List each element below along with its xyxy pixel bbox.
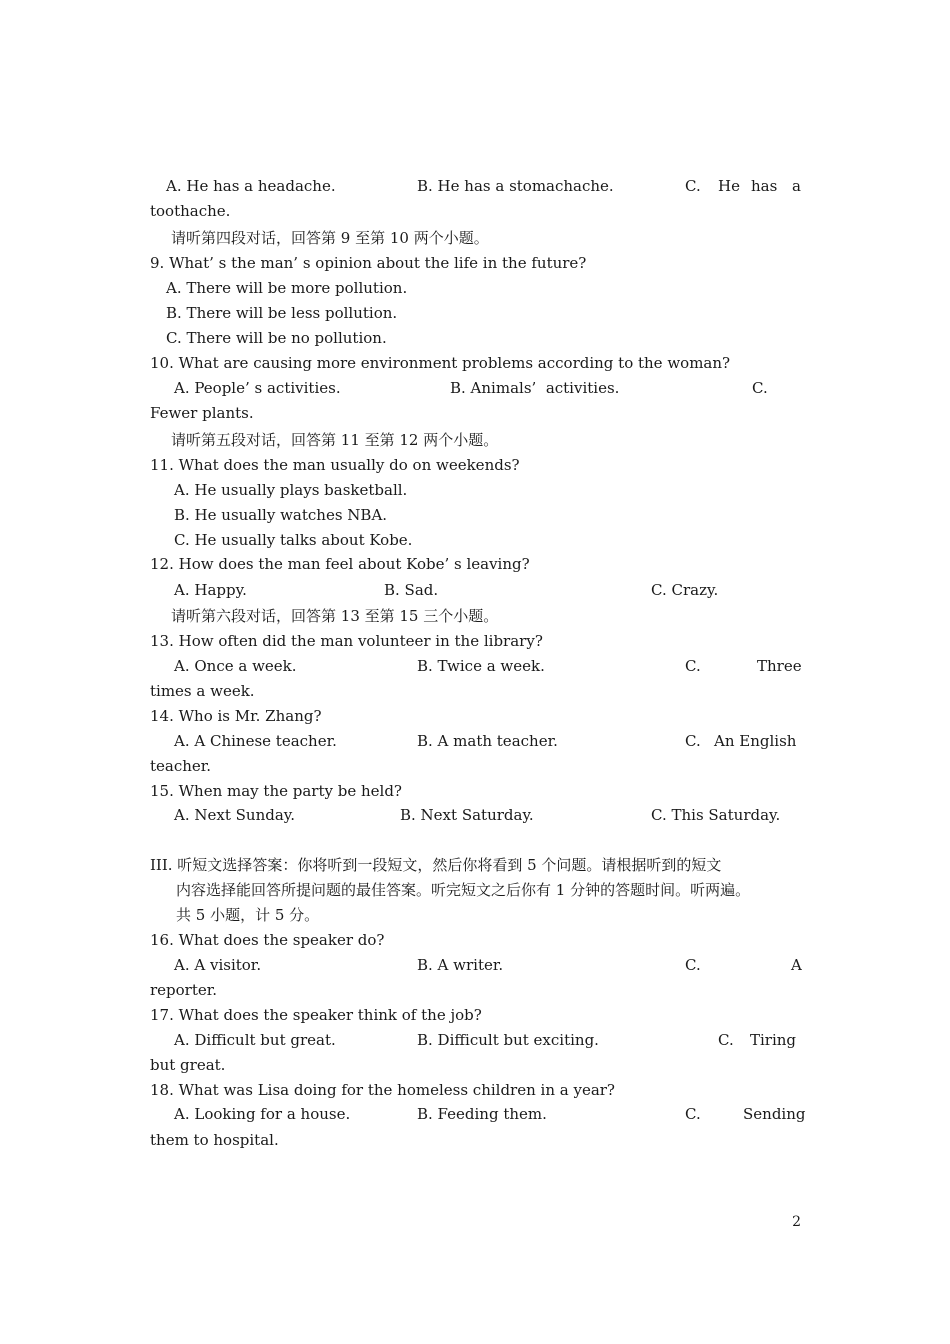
- question-9: 9. What’ s the man’ s opinion about the life in the future?: [150, 254, 587, 272]
- q8-options: [150, 174, 801, 199]
- q18-option-a: A. Looking for a house.: [174, 1105, 351, 1123]
- q17-option-a: A. Difficult but great.: [174, 1031, 336, 1049]
- q13-option-b: B. Twice a week.: [417, 657, 545, 675]
- q15-option-a: A. Next Sunday.: [174, 806, 296, 824]
- q16-option-a: A. A visitor.: [174, 956, 262, 974]
- q8-option-a: A. He has a headache.: [166, 177, 336, 195]
- q15-option-b: B. Next Saturday.: [400, 806, 534, 824]
- question-13: 13. How often did the man volunteer in the library?: [150, 632, 543, 650]
- question-12: 12. How does the man feel about Kobe’ s leaving?: [150, 555, 530, 573]
- q11-option-c: C. He usually talks about Kobe.: [174, 531, 413, 549]
- q9-option-b: B. There will be less pollution.: [166, 304, 398, 322]
- q12-option-a: A. Happy.: [174, 581, 247, 599]
- section-3-heading: III. 听短文选择答案：你将听到一段短文，然后你将看到 5 个问题。请根据听到的短文: [150, 856, 722, 874]
- question-18: 18. What was Lisa doing for the homeless children in a year?: [150, 1081, 615, 1099]
- page-number: 2: [792, 1214, 801, 1230]
- q13-option-a: A. Once a week.: [174, 657, 297, 675]
- q14-options: [150, 729, 801, 754]
- q14-option-c-continued: teacher.: [150, 757, 212, 775]
- q10-option-c-continued: Fewer plants.: [150, 404, 254, 422]
- q8-option-b: B. He has a stomachache.: [417, 177, 614, 195]
- q9-option-a: A. There will be more pollution.: [166, 279, 408, 297]
- question-11: 11. What does the man usually do on weekends?: [150, 456, 520, 474]
- q16-options: [150, 953, 801, 978]
- q8-option-c-word1: He: [718, 177, 740, 195]
- q17-options: [150, 1028, 801, 1053]
- q12-options: [150, 578, 801, 603]
- q8-option-c-continued: toothache.: [150, 202, 231, 220]
- q16-option-b: B. A writer.: [417, 956, 504, 974]
- q12-option-c: C. Crazy.: [651, 581, 719, 599]
- q18-option-c-word: Sending: [743, 1105, 806, 1123]
- q15-options: [150, 803, 801, 828]
- q15-option-c: C. This Saturday.: [651, 806, 781, 824]
- question-17: 17. What does the speaker think of the job?: [150, 1006, 482, 1024]
- q10-option-a: A. People’ s activities.: [174, 379, 341, 397]
- question-10: 10. What are causing more environment problems according to the woman?: [150, 354, 731, 372]
- q12-option-b: B. Sad.: [384, 581, 439, 599]
- q14-option-b: B. A math teacher.: [417, 732, 558, 750]
- instruction-part6: 请听第六段对话，回答第 13 至第 15 三个小题。: [171, 607, 499, 625]
- q8-option-c-word2: has: [751, 177, 778, 195]
- q16-option-c-word: A: [791, 956, 802, 974]
- q8-option-c-word3: a: [792, 177, 801, 195]
- q10-option-c-label: C.: [752, 379, 768, 397]
- q11-option-a: A. He usually plays basketball.: [174, 481, 408, 499]
- q13-option-c-label: C.: [685, 657, 701, 675]
- section-3-scoring: 共 5 小题，计 5 分。: [176, 906, 320, 924]
- q16-option-c-label: C.: [685, 956, 701, 974]
- q14-option-c-words: An English: [714, 732, 797, 750]
- question-15: 15. When may the party be held?: [150, 782, 402, 800]
- q18-option-b: B. Feeding them.: [417, 1105, 547, 1123]
- q11-option-b: B. He usually watches NBA.: [174, 506, 388, 524]
- q17-option-c-word: Tiring: [750, 1031, 797, 1049]
- section-3-instructions: 内容选择能回答所提问题的最佳答案。听完短文之后你有 1 分钟的答题时间。听两遍。: [176, 881, 751, 899]
- question-14: 14. Who is Mr. Zhang?: [150, 707, 322, 725]
- q13-options: [150, 654, 801, 679]
- q9-option-c: C. There will be no pollution.: [166, 329, 387, 347]
- q17-option-c-label: C.: [718, 1031, 734, 1049]
- q18-option-c-continued: them to hospital.: [150, 1131, 279, 1149]
- q18-option-c-label: C.: [685, 1105, 701, 1123]
- q13-option-c-word: Three: [757, 657, 802, 675]
- instruction-part4: 请听第四段对话，回答第 9 至第 10 两个小题。: [171, 229, 489, 247]
- q17-option-b: B. Difficult but exciting.: [417, 1031, 599, 1049]
- instruction-part5: 请听第五段对话，回答第 11 至第 12 两个小题。: [171, 431, 499, 449]
- q14-option-a: A. A Chinese teacher.: [174, 732, 337, 750]
- question-16: 16. What does the speaker do?: [150, 931, 385, 949]
- q14-option-c-label: C.: [685, 732, 701, 750]
- q18-options: [150, 1102, 806, 1127]
- q10-options: [150, 376, 801, 401]
- q17-option-c-continued: but great.: [150, 1056, 226, 1074]
- q10-option-b: B. Animals’ activities.: [450, 379, 620, 397]
- q16-option-c-continued: reporter.: [150, 981, 218, 999]
- q8-option-c-label: C.: [685, 177, 701, 195]
- q13-option-c-continued: times a week.: [150, 682, 255, 700]
